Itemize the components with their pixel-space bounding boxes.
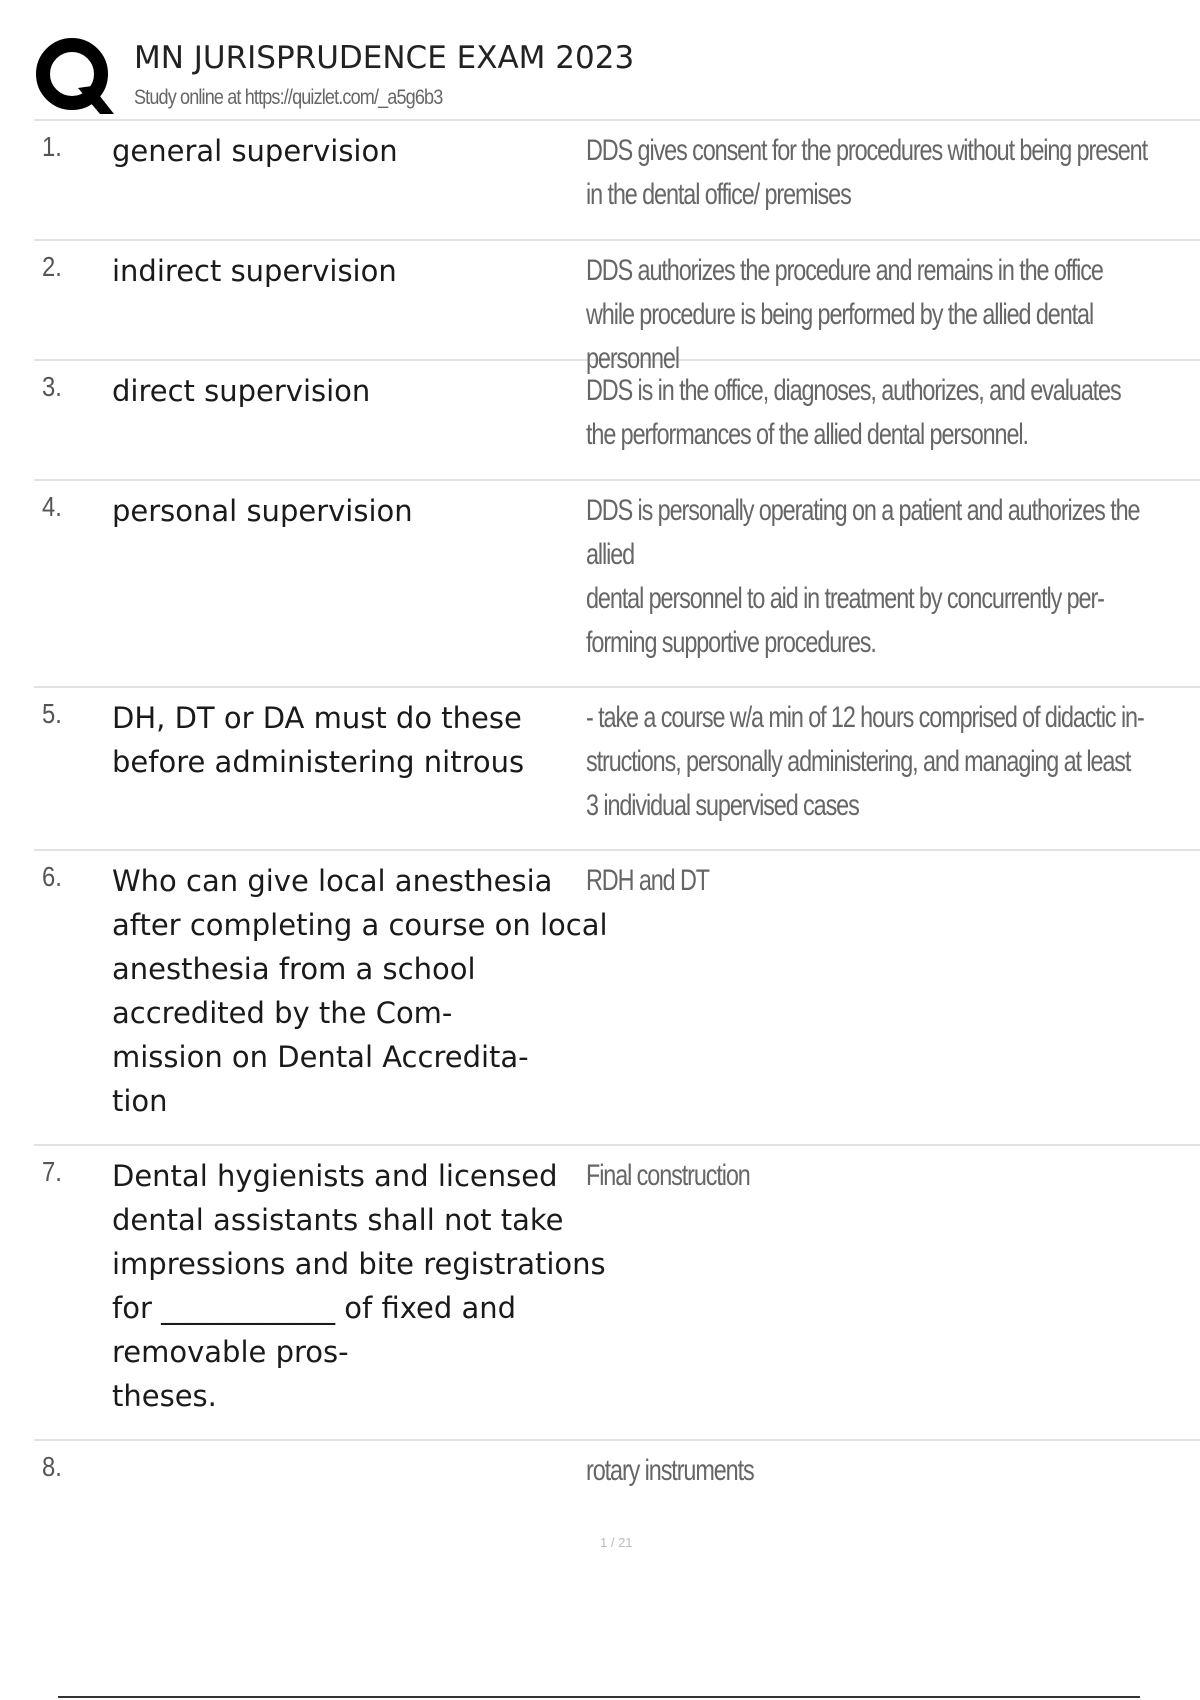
card-definition: RDH and DT <box>586 864 710 897</box>
card-term: Who can give local anesthesia after completing a course on local anesthesia from a school accredited by the Com- mission on Dental Accredita- tion <box>112 864 608 1118</box>
card-number: 8. <box>42 1451 62 1482</box>
card-definition: DDS is personally operating on a patient and authorizes the allied dental personnel to aid in treatment by concurrently per- forming supportive procedures. <box>586 494 1140 659</box>
card-definition: DDS gives consent for the procedures without being present in the dental office/ premises <box>586 134 1148 211</box>
card-row <box>34 851 1200 1146</box>
card-definition: DDS is in the office, diagnoses, authorizes, and evaluates the performances of the allied dental personnel. <box>586 374 1121 451</box>
card-row <box>34 1146 1200 1441</box>
card-row <box>34 1441 1200 1531</box>
card-term: personal supervision <box>112 494 413 528</box>
quizlet-logo-icon <box>34 36 114 116</box>
card-definition: - take a course w/a min of 12 hours comprised of didactic in- structions, personally administering, and managing at least 3 individual supervised cases <box>586 701 1144 822</box>
card-number: 3. <box>42 371 62 402</box>
card-number: 4. <box>42 491 62 522</box>
card-term: general supervision <box>112 134 398 168</box>
card-row <box>34 121 1200 241</box>
card-row <box>34 241 1200 375</box>
page-header <box>34 34 1200 120</box>
card-definition: rotary instruments <box>586 1454 754 1487</box>
page-number: 1 / 21 <box>600 1535 633 1550</box>
card-term: direct supervision <box>112 374 371 408</box>
card-number: 7. <box>42 1156 62 1187</box>
card-number: 1. <box>42 131 62 162</box>
card-row <box>34 481 1200 688</box>
card-term: DH, DT or DA must do these before administering nitrous <box>112 701 525 779</box>
card-number: 2. <box>42 251 62 282</box>
card-definition: DDS authorizes the procedure and remains in the office while procedure is being performed by the allied dental personnel <box>586 254 1103 375</box>
card-row <box>34 361 1200 481</box>
card-number: 6. <box>42 861 62 892</box>
card-term: indirect supervision <box>112 254 397 288</box>
footer-divider <box>58 1696 1140 1698</box>
study-online-link[interactable]: Study online at https://quizlet.com/_a5g6b3 <box>134 86 443 109</box>
page-title: MN JURISPRUDENCE EXAM 2023 <box>134 40 635 76</box>
card-row <box>34 688 1200 851</box>
card-number: 5. <box>42 698 62 729</box>
card-term: Dental hygienists and licensed dental assistants shall not take impressions and bite registrations for ____________ of fixed and removable pros- theses. <box>112 1159 606 1413</box>
card-definition: Final construction <box>586 1159 750 1192</box>
